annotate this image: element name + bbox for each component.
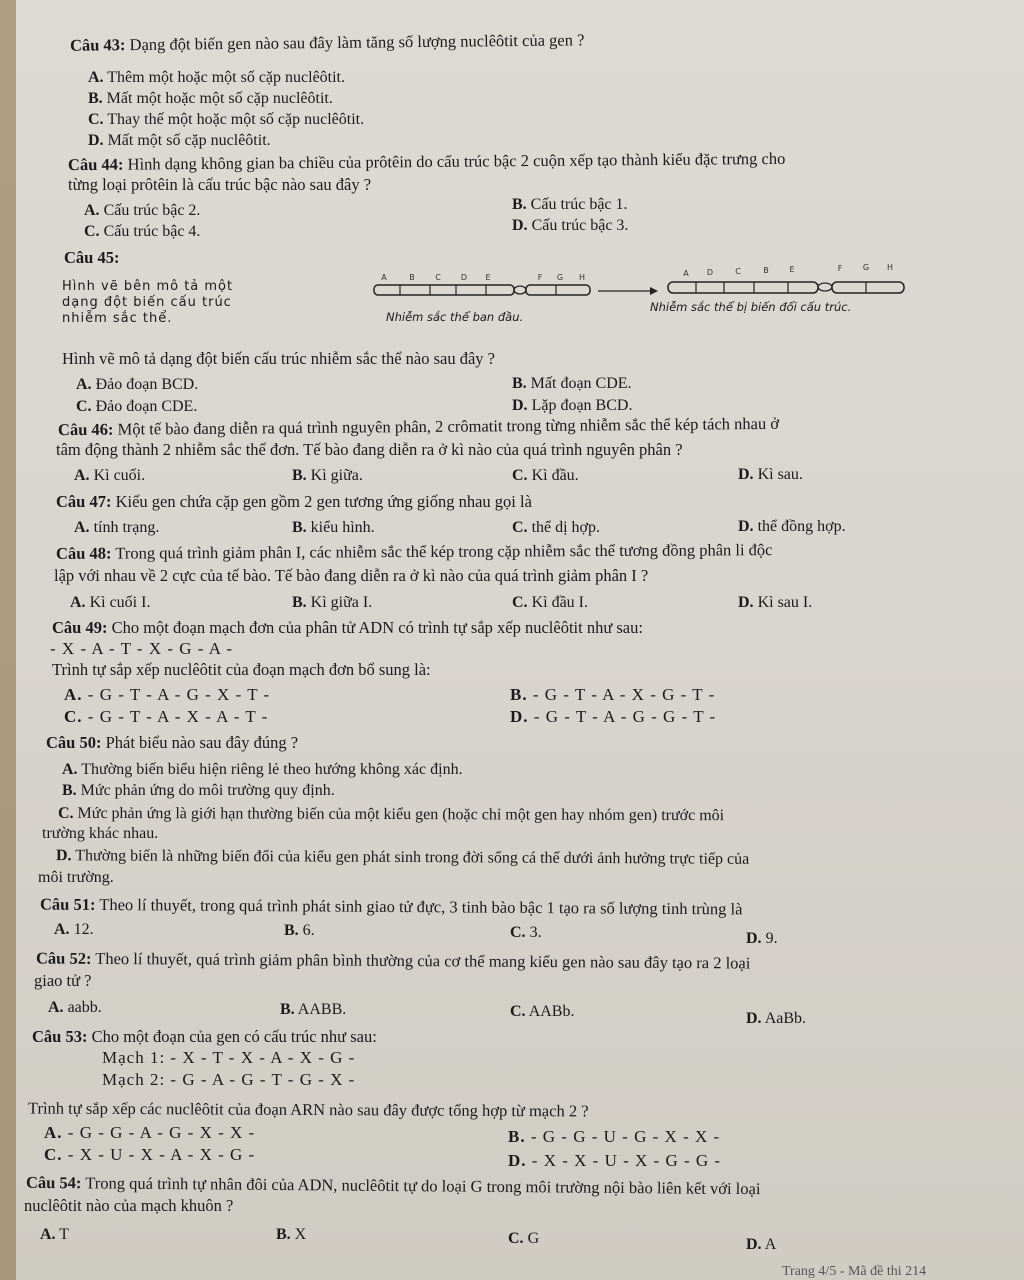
question-label: Câu 49: <box>52 618 108 637</box>
option-52b: B. AABB. <box>280 1001 347 1018</box>
strand-2: Mạch 2: - G - A - G - T - G - X - <box>102 1070 356 1089</box>
option-45a: A. Đảo đoạn BCD. <box>76 376 199 393</box>
option-46a: A. Kì cuối. <box>74 467 146 484</box>
option-44d: D. Cấu trúc bậc 3. <box>512 217 629 234</box>
option-47b: B. kiểu hình. <box>292 519 375 536</box>
gene-label: A <box>381 273 387 282</box>
question-text: Trong quá trình giảm phân I, các nhiễm sắc thể kép trong cặp nhiễm sắc thể tương đồng phân li độc <box>115 540 773 563</box>
option-45b: B. Mất đoạn CDE. <box>512 375 632 392</box>
arrow-icon <box>598 287 658 295</box>
question-label: Câu 54: <box>25 1172 82 1193</box>
question-label: Câu 43: <box>69 35 126 55</box>
gene-label: B <box>763 266 769 275</box>
page-footer: Trang 4/5 - Mã đề thi 214 <box>782 1264 927 1279</box>
question-text: Cho một đoạn của gen có cấu trúc như sau: <box>91 1027 377 1046</box>
option-50d-line2: môi trường. <box>38 869 114 886</box>
question-44 <box>68 150 785 174</box>
gene-label: D <box>706 268 714 277</box>
option-45c: C. Đảo đoạn CDE. <box>76 398 198 415</box>
option-48a: A. Kì cuối I. <box>70 594 151 611</box>
option-53d: D. - X - X - U - X - G - G - <box>508 1151 722 1170</box>
gene-label: A <box>683 269 689 278</box>
option-51c: C. 3. <box>510 924 542 941</box>
option-52a: A. aabb. <box>48 999 102 1016</box>
question-45-text: Hình vẽ mô tả dạng đột biến cấu trúc nhiễm sắc thể nào sau đây ? <box>62 349 495 368</box>
option-50c: C. Mức phản ứng là giới hạn thường biến của một kiểu gen (hoặc chỉ một gen hay nhóm gen) trước môi <box>57 804 725 825</box>
question-46-line2: tâm động thành 2 nhiễm sắc thể đơn. Tế bào đang diễn ra ở kì nào của quá trình nguyên phân ? <box>56 440 683 459</box>
question-text: Trong quá trình tự nhân đôi của ADN, nuclêôtit tự do loại G trong môi trường nội bào liên kết với loại <box>85 1173 761 1199</box>
question-52-line2: giao tử ? <box>34 971 92 990</box>
option-44a: A. Cấu trúc bậc 2. <box>84 202 201 219</box>
option-43a: A. Thêm một hoặc một số cặp nuclêôtit. <box>88 69 345 86</box>
gene-label: C <box>735 267 741 276</box>
option-50b: B. Mức phản ứng do môi trường quy định. <box>62 782 335 799</box>
strand-1: Mạch 1: - X - T - X - A - X - G - <box>102 1048 356 1067</box>
question-46 <box>58 415 779 439</box>
option-49c: C. - G - T - A - X - A - T - <box>64 707 269 726</box>
figure-desc-line1: Hình vẽ bên mô tả một <box>62 279 234 294</box>
question-label: Câu 53: <box>32 1027 88 1046</box>
gene-label: E <box>789 265 795 274</box>
option-54a: A. T <box>40 1226 70 1243</box>
question-44-line2: từng loại prôtêin là cấu trúc bậc nào sau đây ? <box>68 175 372 194</box>
figure-desc-line3: nhiễm sắc thể. <box>62 311 173 326</box>
option-48c: C. Kì đầu I. <box>512 594 588 611</box>
question-45-label: Câu 45: <box>64 248 120 267</box>
option-47d: D. thể đồng hợp. <box>738 518 846 535</box>
option-51a: A. 12. <box>54 921 94 938</box>
question-47 <box>56 493 532 511</box>
option-52d: D. AaBb. <box>746 1010 807 1027</box>
question-label: Câu 44: <box>67 154 124 175</box>
gene-label: H <box>578 273 586 282</box>
chromosome-mutated <box>668 263 904 293</box>
question-label: Câu 46: <box>57 419 114 440</box>
gene-label: E <box>485 273 491 282</box>
question-label: Câu 48: <box>55 543 112 563</box>
question-53-prompt: Trình tự sắp xếp các nuclêôtit của đoạn ARN nào sau đây được tổng hợp từ mạch 2 ? <box>27 1098 589 1121</box>
option-46d: D. Kì sau. <box>738 466 803 483</box>
option-47a: A. tính trạng. <box>74 519 160 536</box>
question-label: Câu 50: <box>46 733 102 752</box>
option-53b: B. - G - G - U - G - X - X - <box>508 1127 721 1146</box>
caption-original: Nhiễm sắc thể ban đầu. <box>386 310 524 324</box>
option-44b: B. Cấu trúc bậc 1. <box>512 196 628 213</box>
question-51 <box>40 896 743 919</box>
question-49-prompt: Trình tự sắp xếp nuclêôtit của đoạn mạch đơn bổ sung là: <box>52 660 431 679</box>
option-46b: B. Kì giữa. <box>292 467 363 484</box>
option-49b: B. - G - T - A - X - G - T - <box>510 685 716 704</box>
question-54-line2: nuclêôtit nào của mạch khuôn ? <box>24 1196 234 1215</box>
question-49 <box>52 619 643 637</box>
option-48d: D. Kì sau I. <box>738 594 813 611</box>
gene-label: G <box>862 263 870 272</box>
option-43c: C. Thay thế một hoặc một số cặp nuclêôtit. <box>88 111 365 128</box>
question-52 <box>36 950 750 973</box>
gene-label: F <box>837 264 843 273</box>
gene-label: D <box>460 273 468 282</box>
option-53c: C. - X - U - X - A - X - G - <box>44 1145 256 1164</box>
option-48b: B. Kì giữa I. <box>292 594 373 611</box>
option-46c: C. Kì đầu. <box>512 467 579 484</box>
question-43 <box>70 31 585 54</box>
question-text: Phát biểu nào sau đây đúng ? <box>105 733 299 752</box>
gene-label: C <box>435 273 441 282</box>
question-50 <box>46 734 298 752</box>
question-text: Theo lí thuyết, trong quá trình phát sinh giao tử đực, 3 tinh bào bậc 1 tạo ra số lượng tinh trùng là <box>99 894 743 919</box>
option-53a: A. - G - G - A - G - X - X - <box>44 1123 256 1142</box>
gene-label: B <box>409 273 415 282</box>
question-text: Theo lí thuyết, quá trình giảm phân bình thường của cơ thể mang kiểu gen nào sau đây tạo ra 2 loại <box>95 948 751 973</box>
option-51d: D. 9. <box>746 930 778 947</box>
question-text: Một tế bào đang diễn ra quá trình nguyên phân, 2 crômatit trong từng nhiễm sắc thể kép tách nhau ở <box>117 413 780 439</box>
caption-mutated: Nhiễm sắc thể bị biến đổi cấu trúc. <box>650 300 852 314</box>
option-50c-line2: trường khác nhau. <box>42 825 159 842</box>
option-51b: B. 6. <box>284 922 315 939</box>
gene-label: G <box>556 273 564 282</box>
dna-sequence: - X - A - T - X - G - A - <box>50 639 234 658</box>
question-48 <box>56 541 773 563</box>
option-49d: D. - G - T - A - G - G - T - <box>510 707 717 726</box>
question-text: Cho một đoạn mạch đơn của phân tử ADN có trình tự sắp xếp nuclêôtit như sau: <box>111 618 643 637</box>
page-edge-shadow <box>0 0 16 1280</box>
option-50a: A. Thường biến biểu hiện riêng lẻ theo hướng không xác định. <box>62 761 463 778</box>
question-text: Hình dạng không gian ba chiều của prôtêin do cấu trúc bậc 2 cuộn xếp tạo thành kiểu đặc trưng cho <box>127 148 786 174</box>
option-43b: B. Mất một hoặc một số cặp nuclêôtit. <box>88 90 333 107</box>
chromosome-original <box>374 273 590 295</box>
option-54d: D. A <box>746 1236 777 1253</box>
option-47c: C. thể dị hợp. <box>512 519 601 536</box>
figure-desc-line2: dạng đột biến cấu trúc <box>62 295 232 310</box>
question-label: Câu 52: <box>35 948 92 968</box>
option-50d: D. Thường biến là những biến đổi của kiểu gen phát sinh trong đời sống cá thể dưới ảnh hưởng trực tiếp của <box>55 847 750 868</box>
option-54c: C. G <box>508 1230 540 1247</box>
question-54 <box>26 1174 761 1198</box>
gene-label: F <box>537 273 543 282</box>
option-54b: B. X <box>276 1226 307 1243</box>
gene-label: H <box>886 263 894 272</box>
option-49a: A. - G - T - A - G - X - T - <box>64 685 271 704</box>
option-52c: C. AABb. <box>510 1003 575 1020</box>
option-43d: D. Mất một số cặp nuclêôtit. <box>88 132 271 149</box>
option-44c: C. Cấu trúc bậc 4. <box>84 223 201 240</box>
option-45d: D. Lặp đoạn BCD. <box>512 397 633 414</box>
question-53 <box>32 1028 377 1046</box>
question-text: Dạng đột biến gen nào sau đây làm tăng số lượng nuclêôtit của gen ? <box>129 30 585 55</box>
question-48-line2: lập với nhau về 2 cực của tế bào. Tế bào đang diễn ra ở kì nào của quá trình giảm phân I ? <box>54 566 649 585</box>
question-text: Kiểu gen chứa cặp gen gồm 2 gen tương ứng giống nhau gọi là <box>115 492 532 511</box>
question-label: Câu 47: <box>56 492 112 511</box>
question-label: Câu 51: <box>39 894 96 914</box>
